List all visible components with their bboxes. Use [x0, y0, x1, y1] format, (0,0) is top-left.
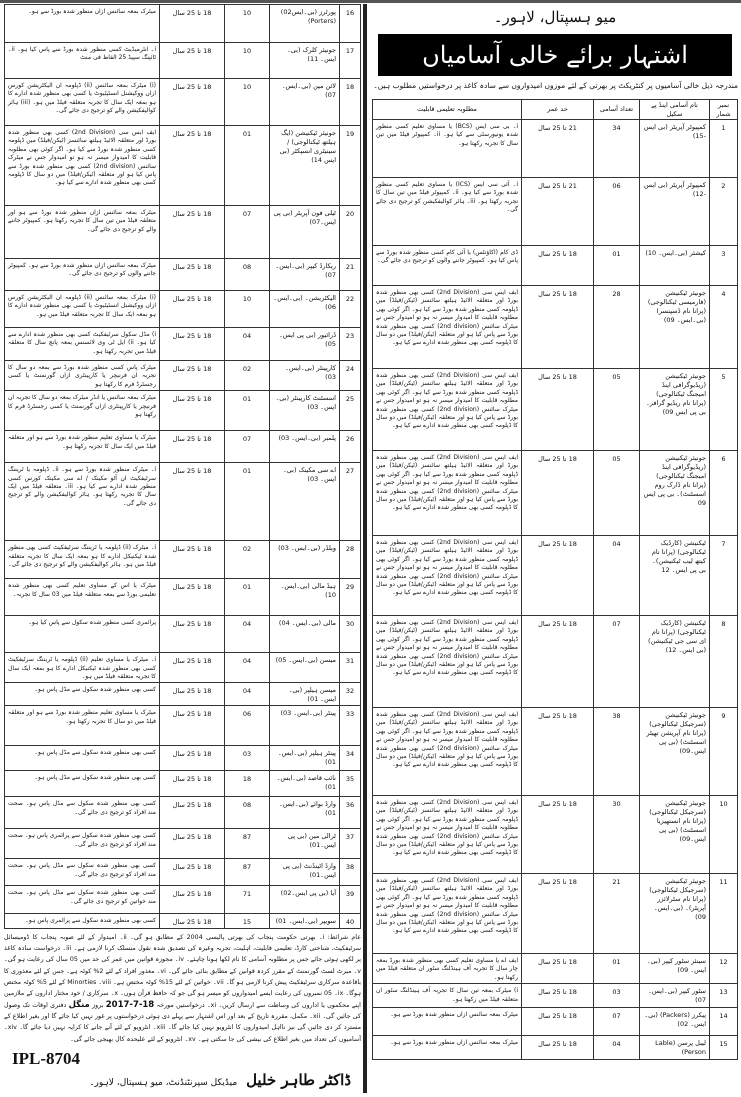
qualification: (i) میٹرک بمعہ سائنس (ii) ڈپلومہ ان الیکٹریشن کورس ازاں ووکیشنل انسٹیٹیوٹ یا کسی بھی منظور شدہ ادارے کا ہو بمعہ ایک سال کا تجربہ متعلقہ فیلڈ میں ہو۔ (iii) ہائر کوالیفکیشن والے کو ترجیح دی جائے گی۔	[5, 79, 160, 126]
age-limit: 18 تا 25 سال	[522, 451, 594, 536]
signatory-name: ڈاکٹر طاہر خلیل	[246, 1070, 351, 1089]
post-name: جونیئر کلرک (بی۔ایس۔ 11)	[270, 43, 340, 79]
post-name: ٹرالی مین (بی پی ایس۔01)	[270, 829, 340, 859]
qualification: کسی بھی منظور شدہ سکول سے مڈل پاس ہو۔ صحت مند افراد کو ترجیح دی جائے گی۔	[5, 859, 160, 886]
right-column	[372, 4, 738, 1060]
row-number: 19	[340, 126, 361, 206]
vacancies-table-left	[4, 4, 361, 929]
table-row	[5, 886, 361, 914]
row-number: 28	[340, 541, 361, 579]
age-limit: 18 تا 25 سال	[160, 5, 225, 43]
post-name: وارڈ اٹینڈنٹ (بی پی ایس۔01)	[270, 859, 340, 886]
post-name: پلمبر (بی۔ایس۔ 03)	[270, 431, 340, 463]
post-name: جونیئر ٹیکنیشن (ایگ ہیلتھ ٹیکنالوجی) / سینیٹری انسپکٹر (بی ایس 14)	[270, 126, 340, 206]
table-row	[5, 463, 361, 541]
qualification: کسی بھی منظور شدہ سکول سے مڈل پاس ہو۔	[5, 683, 160, 706]
post-quantity: 10	[225, 79, 270, 126]
qualification: i۔ انٹرمیڈیٹ کسی منظور شدہ بورڈ سے پاس کیا ہو۔ ii۔ ٹائپنگ سپیڈ 25 الفاظ فی منٹ	[5, 43, 160, 79]
qualification: پرائمری کسی منظور شدہ سکول سے پاس کیا ہو۔	[5, 616, 160, 653]
page-top-border	[0, 0, 741, 3]
post-name: کمپیوٹر آپریٹر (بی ایس -15)	[640, 120, 710, 178]
table-row	[373, 1036, 738, 1060]
post-name: کیشئر (بی۔ایس۔ 10)	[640, 246, 710, 286]
conditions-text: عام شرائط: i۔ بھرتی حکومت پنجاب کی بھرتی پالیسی 2004 کے مطابق ہو گی۔ ii۔ امیدوار کے لئے صوبہ پنجاب کا ڈومیسائل سرٹیفکیٹ، شناختی کارڈ، تعلیمی قابلیت، اہلیت، تجربہ وغیرہ کی تصدیق شدہ نقول منسلک کرنا لازمی ہے۔ iii۔ درخواست سادہ کاغذ پر لکھی ہوئی جائے جس پر مطلوبہ آسامی کا نام لکھا ہونا چاہئے۔ iv۔ مجوزہ قوانین میں عمر کی حد میں 05 سال کی رعایت ہو گی۔ v۔ میرٹ لسٹ گورنمنٹ کے مقرر کردہ قوانین کے مطابق بنائی جائے گی۔ vi۔ معذور افراد کے لئے 2% کوٹہ ہے۔ جس کے لئے معذوری کا باقاعدہ سرکاری سرٹیفکیٹ پیش کرنا لازمی ہو گا۔ vii۔ خواتین کے لئے 15% کوٹہ مختص ہے۔ viii۔ Minorties کے لئے 5% کوٹہ مختص ہوگا۔ ix۔ 05 نمبروں کی رعایت ایسے امیدواروں کو میسر ہو گی جو کہ حافظ قرآن ہوں۔ x۔ سرکاری / خود مختار اداروں کے ملازمین اپنے محکموں یا اداروں کی وساطت سے ارسال کریں۔ xi۔ درخواستیں مورخہ	[4, 933, 362, 1009]
age-limit: 18 تا 25 سال	[160, 259, 225, 291]
qualification: میٹرک یا اس کے مساوی تعلیم کسی بھی منظور شدہ تعلیمی بورڈ سے بمعہ متعلقہ فیلڈ میں 03 سال کا تجربہ۔	[5, 579, 160, 616]
row-number: 26	[340, 431, 361, 463]
row-number: 11	[710, 874, 738, 954]
row-number: 32	[340, 683, 361, 706]
qualification: ایف ایس سی (2nd Division) کسی بھی منظور شدہ بورڈ اور متعلقہ الائیڈ ہیلتھ سائنسز (ٹیکن/فیلڈ) میں ڈپلومہ کسی منظور شدہ بورڈ سے کیا ہو۔ اگر کوئی بھی مطلوبہ قابلیت کا امیدوار میسر نہ ہو تو امیدوار جس نے میٹرک سائنس (2nd division) کسی بھی منظور شدہ بورڈ سے پاس کیا ہو اور متعلقہ (ٹیکن/فیلڈ) میں دو سال کا ڈپلومہ کسی بھی منظور شدہ ادارے سے کیا ہو۔	[373, 796, 522, 874]
qualification: i) میٹرک بمعہ تین سال کا تجربہ آف ہینڈلنگ سٹور ان متعلقہ فیلڈ میں رکھتا ہو۔	[373, 984, 522, 1008]
qualification: میٹرک پاس کسی منظور شدہ بورڈ سے بمعہ دو سال کا تجربہ ان فرنیچر یا کارپینٹری ازاں گورنمنٹ یا کسی رجسٹرڈ فرم کا رکھتا ہو	[5, 361, 160, 391]
row-number: 23	[340, 328, 361, 361]
post-quantity: 18	[225, 771, 270, 797]
table-row	[373, 286, 738, 369]
post-quantity: 34	[594, 120, 640, 178]
table-row	[5, 206, 361, 259]
age-limit: 18 تا 25 سال	[160, 859, 225, 886]
post-name: مالی (بی۔ایس۔ 04)	[270, 616, 340, 653]
qualification: ایف ایس سی (2nd Division) کسی بھی منظور شدہ بورڈ اور متعلقہ الائیڈ ہیلتھ سائنسز (ٹیکن/فیلڈ) میں ڈپلومہ کسی منظور شدہ بورڈ سے کیا ہو۔ اگر کوئی بھی مطلوبہ قابلیت کا امیدوار میسر نہ ہو تو امیدوار جس نے میٹرک سائنس (2nd division) کسی بھی منظور شدہ بورڈ سے پاس کیا ہو اور متعلقہ (ٹیکن/فیلڈ) میں دو سال کا ڈپلومہ کسی بھی منظور شدہ ادارے سے کیا ہو۔	[373, 708, 522, 796]
post-quantity: 03	[225, 746, 270, 771]
qualification: ایف اے یا مساوی تعلیم کسی بھی منظور شدہ بورڈ بمعہ چار سال کا تجربہ آف ہینڈلنگ سٹور ان متعلقہ فیلڈ میں رکھتا ہو۔	[373, 954, 522, 984]
post-quantity: 04	[225, 653, 270, 683]
table-row	[5, 126, 361, 206]
age-limit: 18 تا 25 سال	[160, 126, 225, 206]
qualification: ڈی کام (اکاؤنٹس) یا آئی کام کسی منظور شدہ بورڈ سے پاس کیا ہو۔ کمپیوٹر جاننے والوں کو ترجیح دی جائے گی۔	[373, 246, 522, 286]
row-number: 21	[340, 259, 361, 291]
conditions-text-continued: دفتری اوقات تک وصول کی جائیں گی۔ xii۔ مکمل، مقررہ تاریخ کے بعد اور اس اشتہار سے پہلے دی ہوئی درخواستوں پر غور نہیں کیا جائے گا اور بغیر اطلاع کے مسترد کر دی جائیں گی نیز نااہل امیدواروں کا انٹرویو نہیں کیا جائے گا۔ xiii۔ انٹرویو کے لئے آنے جانے کا کرایہ نہیں دیا جائے گا۔ xiv۔ آسامیوں کی تعداد میں بغیر اطلاع کی بیشی کی جا سکتی ہے۔ xv۔ انٹرویو کے لئے علیحدہ کال بھیجی جائے گی۔	[4, 1001, 361, 1043]
row-number: 27	[340, 463, 361, 541]
table-row	[5, 43, 361, 79]
row-number: 16	[340, 5, 361, 43]
table-row	[373, 120, 738, 178]
row-number: 39	[340, 886, 361, 914]
table-row	[5, 79, 361, 126]
row-number: 36	[340, 797, 361, 829]
age-limit: 18 تا 25 سال	[160, 914, 225, 928]
table-row	[5, 579, 361, 616]
post-quantity: 10	[225, 43, 270, 79]
table-row	[5, 328, 361, 361]
post-quantity: 01	[225, 391, 270, 431]
row-number: 10	[710, 796, 738, 874]
hospital-title: میو ہسپتال، لاہور۔	[493, 8, 617, 26]
post-name: کمپیوٹر آپریٹر (بی ایس -12)	[640, 178, 710, 246]
age-limit: 18 تا 25 سال	[522, 536, 594, 616]
post-name: جونیئر ٹیکنیشن (سرجیکل ٹیکنالوجی) (پرانا نام انستھیزیا اسسٹنٹ) (بی پی ایس۔09)	[640, 796, 710, 874]
post-quantity: 15	[225, 914, 270, 928]
post-name: میسن (بی۔ایس۔ 05)	[270, 653, 340, 683]
row-number: 30	[340, 616, 361, 653]
age-limit: 18 تا 25 سال	[160, 771, 225, 797]
post-quantity: 21	[594, 874, 640, 954]
post-name: پینٹر (بی۔ایس۔ 03)	[270, 706, 340, 746]
age-limit: 18 تا 25 سال	[160, 361, 225, 391]
qualification: کسی بھی منظور شدہ سکول سے مڈل پاس ہو۔ صحت مند خواتین کو ترجیح دی جائے گی۔	[5, 886, 160, 914]
post-quantity: 04	[225, 683, 270, 706]
table-row	[5, 291, 361, 328]
post-quantity: 38	[594, 708, 640, 796]
post-name: ریکارڈ کیپر (بی۔ایس۔ 07)	[270, 259, 340, 291]
row-number: 2	[710, 178, 738, 246]
post-quantity: 01	[225, 463, 270, 541]
post-name: لائن مین (بی۔ایس۔ 07)	[270, 79, 340, 126]
post-name: ہیڈ مالی (بی۔ایس۔ 10)	[270, 579, 340, 616]
age-limit: 18 تا 25 سال	[160, 616, 225, 653]
age-limit: 18 تا 25 سال	[522, 708, 594, 796]
qualification: میٹرک بمعہ سائنس ازاں منظور شدہ بورڈ سے ہو۔ کمپیوٹر جاننے والوں کو ترجیح دی جائے گی۔	[5, 259, 160, 291]
table-row	[5, 361, 361, 391]
post-name: نائب قاصد (بی۔ایس۔ 01)	[270, 771, 340, 797]
post-quantity: 05	[594, 451, 640, 536]
table-row	[373, 616, 738, 708]
post-name: لیبل پرسن (Lable Person)	[640, 1036, 710, 1060]
table-row	[373, 536, 738, 616]
age-limit: 18 تا 25 سال	[522, 1008, 594, 1036]
advertisement-banner: اشتہار برائے خالی آسامیاں	[378, 34, 732, 76]
row-number: 14	[710, 1008, 738, 1036]
row-number: 7	[710, 536, 738, 616]
age-limit: 18 تا 25 سال	[522, 616, 594, 708]
post-name: جونیئر ٹیکنیشن (فارمیسی ٹیکنالوجی) (پرانا نام ڈسپنسر) (بی۔ایس۔ 09)	[640, 286, 710, 369]
table-row	[373, 246, 738, 286]
row-number: 17	[340, 43, 361, 79]
table-row	[373, 1008, 738, 1036]
table-row	[373, 451, 738, 536]
age-limit: 18 تا 25 سال	[160, 579, 225, 616]
last-date: 18-7-2017	[105, 999, 155, 1010]
post-quantity: 04	[225, 328, 270, 361]
qualification: میٹرک بمعہ سائنس ازاں منظور شدہ بورڈ سے ہو۔	[5, 5, 160, 43]
row-number: 3	[710, 246, 738, 286]
post-quantity: 07	[225, 206, 270, 259]
post-quantity: 07	[594, 616, 640, 708]
row-number: 29	[340, 579, 361, 616]
table-row	[5, 829, 361, 859]
table-row	[373, 954, 738, 984]
post-quantity: 02	[225, 541, 270, 579]
age-limit: 18 تا 25 سال	[160, 746, 225, 771]
post-name: اے سی مکینک (بی۔ایس۔ 03)	[270, 463, 340, 541]
qualification: i۔ بی سی ایس (BCS) یا مساوی تعلیم کسی منظور شدہ یونیورسٹی سے کیا ہو۔ ii۔ کمپیوٹر فیلڈ میں تین سال کا تجربہ رکھتا ہو۔	[373, 120, 522, 178]
age-limit: 18 تا 25 سال	[522, 1036, 594, 1060]
post-name: جونیئر ٹیکنیشن (ریڈیوگرافی اینڈ امیجنگ ٹیکنالوجی) (پرانا نام ریڈیو گرافر۔ بی پی ایس 09)	[640, 369, 710, 451]
table-row	[5, 683, 361, 706]
row-number: 5	[710, 369, 738, 451]
qualification: کسی بھی منظور شدہ سکول سے مڈل پاس ہو۔	[5, 771, 160, 797]
qualification: کسی بھی منظور شدہ سکول سے پرائمری پاس ہو۔	[5, 914, 160, 928]
ad-reference: IPL-8704	[12, 1048, 80, 1068]
post-name: پیکرز (Packers) (بی۔ایس۔ 02)	[640, 1008, 710, 1036]
post-quantity: 10	[225, 291, 270, 328]
qualification: میٹرک یا مساوی تعلیم منظور شدہ بورڈ سے ہو اور متعلقہ فیلڈ میں ایک سال کا تجربہ رکھتا ہو۔	[5, 431, 160, 463]
row-number: 4	[710, 286, 738, 369]
row-number: 31	[340, 653, 361, 683]
post-quantity: 06	[225, 706, 270, 746]
age-limit: 18 تا 25 سال	[160, 797, 225, 829]
post-quantity: 01	[594, 246, 640, 286]
row-number: 13	[710, 984, 738, 1008]
table-row	[5, 541, 361, 579]
post-name: سٹور کیپر (بی۔ایس۔ 07)	[640, 984, 710, 1008]
qualification: ایف ایس سی (2nd Division) کسی بھی منظور شدہ بورڈ اور متعلقہ الائیڈ ہیلتھ سائنسز (ٹیکن/فیلڈ) میں ڈپلومہ کسی منظور شدہ بورڈ سے کیا ہو۔ اگر کوئی بھی مطلوبہ قابلیت کا امیدوار میسر نہ ہو تو امیدوار جس نے میٹرک سائنس (2nd division) کسی بھی منظور شدہ بورڈ سے پاس کیا ہو اور متعلقہ (ٹیکن/فیلڈ) میں دو سال کا ڈپلومہ کسی بھی منظور شدہ ادارے سے کیا ہو۔	[373, 286, 522, 369]
age-limit: 18 تا 25 سال	[160, 683, 225, 706]
row-number: 18	[340, 79, 361, 126]
age-limit: 18 تا 25 سال	[522, 369, 594, 451]
post-name: آیا (بی پی ایس۔02)	[270, 886, 340, 914]
post-name: پورٹرز (بی۔ایس02) (Porters)	[270, 5, 340, 43]
age-limit: 18 تا 25 سال	[160, 886, 225, 914]
age-limit: 18 تا 25 سال	[160, 541, 225, 579]
row-number: 20	[340, 206, 361, 259]
row-number: 40	[340, 914, 361, 928]
table-row	[373, 874, 738, 954]
row-number: 37	[340, 829, 361, 859]
age-limit: 18 تا 25 سال	[160, 291, 225, 328]
row-number: 22	[340, 291, 361, 328]
day-prefix: بروز	[92, 1001, 104, 1009]
qualification: کسی بھی منظور شدہ سکول سے پرائمری پاس ہو۔ صحت مند افراد کو ترجیح دی جائے گی۔	[5, 829, 160, 859]
table-row	[5, 5, 361, 43]
age-limit: 18 تا 25 سال	[160, 43, 225, 79]
post-name: ڈرائیور (بی پی ایس۔05)	[270, 328, 340, 361]
table-row	[5, 746, 361, 771]
post-quantity: 01	[225, 126, 270, 206]
post-quantity: 10	[225, 5, 270, 43]
row-number: 35	[340, 771, 361, 797]
qualification: i۔ میٹرک (ii) ڈپلومہ یا ٹریننگ سرٹیفکیٹ کسی بھی منظور شدہ ٹیکنیکل ادارے کا ہو بمعہ ایک سال کا تجربہ متعلقہ فیلڈ میں ہو۔ ہائر کوالیفکیشن والے کو ترجیح دی جائے گی۔	[5, 541, 160, 579]
table-row	[5, 259, 361, 291]
qualification: ایف ایس سی (2nd Division) کسی بھی منظور شدہ بورڈ اور متعلقہ الائیڈ ہیلتھ سائنسز (ٹیکن/فیلڈ) میں ڈپلومہ کسی منظور شدہ بورڈ سے کیا ہو۔ اگر کوئی بھی مطلوبہ قابلیت کا امیدوار میسر نہ ہو تو امیدوار جس نے میٹرک سائنس (2nd division) کسی بھی منظور شدہ بورڈ سے پاس کیا ہو اور متعلقہ (ٹیکن/فیلڈ) میں دو سال کا ڈپلومہ کسی بھی منظور شدہ ادارے سے کیا ہو۔	[373, 616, 522, 708]
qualification: ایف ایس سی (2nd Division) کسی بھی منظور شدہ بورڈ اور متعلقہ الائیڈ ہیلتھ سائنسز (ٹیکن/فیلڈ) میں ڈپلومہ کسی منظور شدہ بورڈ سے کیا ہو۔ اگر کوئی بھی مطلوبہ قابلیت کا امیدوار میسر نہ ہو تو امیدوار جس نے میٹرک سائنس (2nd division) کسی بھی منظور شدہ بورڈ سے پاس کیا ہو اور متعلقہ (ٹیکن/فیلڈ) میں دو سال کا ڈپلومہ کسی بھی منظور شدہ ادارے سے کیا ہو۔	[373, 874, 522, 954]
table-row	[5, 859, 361, 886]
qualification: میٹرک بمعہ سائنس ازاں منظور شدہ بورڈ سے ہو اور متعلقہ فیلڈ میں تین سال کا تجربہ رکھتا ہو۔ کمپیوٹر جاننے والے کو ترجیح دی جائے گی۔	[5, 206, 160, 259]
post-quantity: 08	[225, 797, 270, 829]
row-number: 9	[710, 708, 738, 796]
table-row	[5, 653, 361, 683]
post-name: اسسٹنٹ کارپینٹر (بی۔ایس۔ 03)	[270, 391, 340, 431]
age-limit: 18 تا 25 سال	[160, 206, 225, 259]
age-limit: 18 تا 25 سال	[522, 954, 594, 984]
post-quantity: 28	[594, 286, 640, 369]
post-name: ٹیکنیشن (کارڈیک ٹیکنالوجی) (پرانا نام ای سی جی ٹیکنیشن) (بی ایس۔ 12)	[640, 616, 710, 708]
age-limit: 18 تا 25 سال	[160, 79, 225, 126]
post-quantity: 04	[225, 616, 270, 653]
post-name: کارپینٹر (بی۔ایس۔ 03)	[270, 361, 340, 391]
post-name: ٹیکنیشن (کارڈیک ٹیکنالوجی) (پرانا نام کیتھ لیب ٹیکنیشن)۔ بی پی ایس۔ 12	[640, 536, 710, 616]
table-header-row	[373, 100, 738, 120]
qualification: کسی بھی منظور شدہ سکول سے مڈل پاس ہو۔ صحت مند افراد کو ترجیح دی جائے گی۔	[5, 797, 160, 829]
post-name: ویلڈر (بی۔ایس۔ 03)	[270, 541, 340, 579]
qualification: ایف ایس سی (2nd Division) کسی بھی منظور شدہ بورڈ اور متعلقہ الائیڈ ہیلتھ سائنسز (ٹیکن/فیلڈ) میں ڈپلومہ کسی منظور شدہ بورڈ سے کیا ہو۔ اگر کوئی بھی مطلوبہ قابلیت کا امیدوار میسر نہ ہو تو امیدوار جس نے میٹرک سائنس (2nd division) کسی بھی منظور شدہ بورڈ سے پاس کیا ہو اور متعلقہ (ٹیکن/فیلڈ) میں دو سال کا ڈپلومہ کسی بھی منظور شدہ ادارے سے کیا ہو۔	[5, 126, 160, 206]
post-quantity: 07	[594, 1008, 640, 1036]
row-number: 1	[710, 120, 738, 178]
age-limit: 18 تا 25 سال	[160, 706, 225, 746]
age-limit: 21 تا 25 سال	[522, 120, 594, 178]
table-row	[5, 914, 361, 928]
column-divider	[363, 4, 367, 1093]
row-number: 25	[340, 391, 361, 431]
row-number: 12	[710, 954, 738, 984]
intro-text: مندرجہ ذیل خالی آسامیوں پر کنٹریکٹ پر بھرتی کے لئے موزوں امیدواروں سے سادہ کاغذ پر درخواستیں مطلوب ہیں۔	[373, 81, 738, 90]
age-limit: 18 تا 25 سال	[522, 796, 594, 874]
post-name: الیکٹریشن۔ (بی۔ایس۔ 06)	[270, 291, 340, 328]
post-name: پینٹر ہیلپر (بی۔ایس۔ 01)	[270, 746, 340, 771]
row-number: 33	[340, 706, 361, 746]
qualification: (i) میٹرک بمعہ سائنس (ii) ڈپلومہ ان الیکٹریشن کورس ازاں ووکیشنل انسٹیٹیوٹ یا کسی بھی منظور شدہ ادارے کا ہو بمعہ ایک سال کا تجربہ متعلقہ فیلڈ میں ہو۔	[5, 291, 160, 328]
table-row	[373, 796, 738, 874]
age-limit: 18 تا 25 سال	[522, 246, 594, 286]
table-row	[5, 391, 361, 431]
post-quantity: 04	[594, 536, 640, 616]
post-quantity: 30	[594, 796, 640, 874]
qualification: ایف ایس سی (2nd Division) کسی بھی منظور شدہ بورڈ اور متعلقہ الائیڈ ہیلتھ سائنسز (ٹیکن/فیلڈ) میں ڈپلومہ کسی منظور شدہ بورڈ سے کیا ہو۔ اگر کوئی بھی مطلوبہ قابلیت کا امیدوار میسر نہ ہو تو امیدوار جس نے میٹرک سائنس (2nd division) کسی بھی منظور شدہ بورڈ سے پاس کیا ہو اور متعلقہ (ٹیکن/فیلڈ) میں دو سال کا ڈپلومہ کسی بھی منظور شدہ ادارے سے کیا ہو۔	[373, 451, 522, 536]
post-quantity: 07	[225, 431, 270, 463]
row-number: 34	[340, 746, 361, 771]
table-row	[373, 178, 738, 246]
age-limit: 21 تا 25 سال	[522, 178, 594, 246]
post-quantity: 87	[225, 829, 270, 859]
table-row	[5, 771, 361, 797]
qualification: ایف ایس سی (2nd Division) کسی بھی منظور شدہ بورڈ اور متعلقہ الائیڈ ہیلتھ سائنسز (ٹیکن/فیلڈ) میں ڈپلومہ کسی منظور شدہ بورڈ سے کیا ہو۔ اگر کوئی بھی مطلوبہ قابلیت کا امیدوار میسر نہ ہو تو امیدوار جس نے میٹرک سائنس (2nd division) کسی بھی منظور شدہ بورڈ سے پاس کیا ہو اور متعلقہ (ٹیکن/فیلڈ) میں دو سال کا ڈپلومہ کسی بھی منظور شدہ ادارے سے کیا ہو۔	[373, 369, 522, 451]
qualification: ایف ایس سی (2nd Division) کسی بھی منظور شدہ بورڈ اور متعلقہ الائیڈ ہیلتھ سائنسز (ٹیکن/فیلڈ) میں ڈپلومہ کسی منظور شدہ بورڈ سے کیا ہو۔ اگر کوئی بھی مطلوبہ قابلیت کا امیدوار میسر نہ ہو تو امیدوار جس نے میٹرک سائنس (2nd division) کسی بھی منظور شدہ بورڈ سے پاس کیا ہو اور متعلقہ (ٹیکن/فیلڈ) میں دو سال کا ڈپلومہ کسی بھی منظور شدہ ادارے سے کیا ہو۔	[373, 536, 522, 616]
age-limit: 18 تا 25 سال	[160, 391, 225, 431]
qualification: کسی بھی منظور شدہ سکول سے مڈل پاس ہو۔	[5, 746, 160, 771]
qualification: i۔ میٹرک منظور شدہ بورڈ سے ہو۔ ii۔ ڈپلومہ یا ٹریننگ سرٹیفکیٹ ان آٹو مکینک / اے سی مکینک کورس کسی منظور شدہ ادارے سے کیا ہو۔ iii۔ متعلقہ فیلڈ میں ایک سال کا تجربہ رکھتا ہو۔ ہائر کوالیفکیشن والے کو ترجیح دی جائے گی۔	[5, 463, 160, 541]
post-quantity: 87	[225, 859, 270, 886]
qualification: i) مڈل سکول سرٹیفکیٹ کسی بھی منظور شدہ ادارے سے کیا ہو۔ ii) ایل ٹی وی لائسنس بمعہ پانچ سال کا متعلقہ فیلڈ میں تجربہ رکھتا ہو۔	[5, 328, 160, 361]
qualification: i۔ آئی سی ایس (ICS) یا مساوی تعلیم کسی منظور شدہ بورڈ سے کیا ہو۔ ii۔ کمپیوٹر فیلڈ میں تین سال کا تجربہ رکھتا ہو۔ iii۔ ہائر کوالیفکیشن کو ترجیح دی جائے گی۔	[373, 178, 522, 246]
qualification: i۔ میٹرک یا مساوی تعلیم (ii) ڈپلومہ یا ٹریننگ سرٹیفکیٹ کسی بھی منظور شدہ ٹیکنیکل ادارے کا ہو بمعہ ایک سال کا تجربہ متعلقہ فیلڈ میں ہو۔	[5, 653, 160, 683]
signatory-designation: میڈیکل سپرنٹنڈنٹ، میو ہسپتال، لاہور۔	[89, 1077, 238, 1088]
post-name: جونیئر ٹیکنیشن (سرجیکل ٹیکنالوجی) (پرانا نام آپریشن تھیٹر اسسٹنٹ) (بی پی ایس۔09)	[640, 708, 710, 796]
row-number: 6	[710, 451, 738, 536]
general-conditions	[4, 932, 361, 1045]
row-number: 38	[340, 859, 361, 886]
left-column	[4, 4, 361, 1093]
age-limit: 18 تا 25 سال	[522, 874, 594, 954]
table-row	[5, 706, 361, 746]
table-row	[5, 797, 361, 829]
post-name: جونیئر ٹیکنیشن (سرجیکل ٹیکنالوجی) (پرانا نام سٹرلائزر آپریٹر)۔ (بی۔ایس۔09)	[640, 874, 710, 954]
col-header-qual: مطلوبہ تعلیمی قابلیت	[373, 100, 522, 120]
col-header-age: حد عمر	[522, 100, 594, 120]
age-limit: 18 تا 25 سال	[160, 328, 225, 361]
qualification: میٹرک بمعہ سائنس ازاں منظور شدہ بورڈ سے ہو۔	[373, 1036, 522, 1060]
last-day: منگل	[68, 999, 90, 1010]
qualification: میٹرک بمعہ سائنس یا انڈر میٹرک بمعہ دو سال کا تجربہ ان فرنیچر یا کارپینٹری ازاں گورنمنٹ یا کسی رجسٹرڈ فرم کا رکھتا ہو	[5, 391, 160, 431]
post-name: سینئر سٹور کیپر (بی۔ایس۔ 09)	[640, 954, 710, 984]
post-quantity: 08	[225, 259, 270, 291]
age-limit: 18 تا 25 سال	[160, 431, 225, 463]
post-quantity: 04	[594, 1036, 640, 1060]
table-row	[373, 369, 738, 451]
post-name: میسن ہیلپر (بی۔ایس۔ 01)	[270, 683, 340, 706]
post-quantity: 01	[225, 579, 270, 616]
post-quantity: 02	[225, 361, 270, 391]
signature-block	[4, 1070, 361, 1093]
row-number: 15	[710, 1036, 738, 1060]
post-name: جونیئر ٹیکنیشن (ریڈیوگرافی اینڈ امیجنگ ٹیکنالوجی) (پرانا نام ڈارک روم اسسٹنٹ)۔ بی پی ایس 09	[640, 451, 710, 536]
post-quantity: 71	[225, 886, 270, 914]
row-number: 8	[710, 616, 738, 708]
col-header-num: نمبر شمار	[710, 100, 738, 120]
col-header-name: نام آسامی اینڈ پے سکیل	[640, 100, 710, 120]
post-quantity: 03	[594, 984, 640, 1008]
table-row	[373, 708, 738, 796]
table-row	[373, 984, 738, 1008]
post-quantity: 01	[594, 954, 640, 984]
post-name: ٹیلی فون آپریٹر (بی پی ایس۔07)	[270, 206, 340, 259]
age-limit: 18 تا 25 سال	[160, 653, 225, 683]
qualification: میٹرک یا مساوی تعلیم منظور شدہ بورڈ سے ہو اور متعلقہ فیلڈ میں دو سال کا تجربہ رکھتا ہو۔	[5, 706, 160, 746]
age-limit: 18 تا 25 سال	[522, 984, 594, 1008]
age-limit: 18 تا 25 سال	[160, 829, 225, 859]
col-header-qty: تعداد آسامی	[594, 100, 640, 120]
post-quantity: 05	[594, 369, 640, 451]
post-name: وارڈ بوائے (بی۔ایس۔ 01)	[270, 797, 340, 829]
qualification: میٹرک بمعہ سائنس ازاں منظور شدہ بورڈ سے ہو۔	[373, 1008, 522, 1036]
post-quantity: 06	[594, 178, 640, 246]
post-name: سویپر (بی۔ایس۔ 01)	[270, 914, 340, 928]
table-row	[5, 431, 361, 463]
row-number: 24	[340, 361, 361, 391]
vacancies-table-right	[372, 99, 738, 1060]
age-limit: 18 تا 25 سال	[522, 286, 594, 369]
table-row	[5, 616, 361, 653]
age-limit: 18 تا 25 سال	[160, 463, 225, 541]
